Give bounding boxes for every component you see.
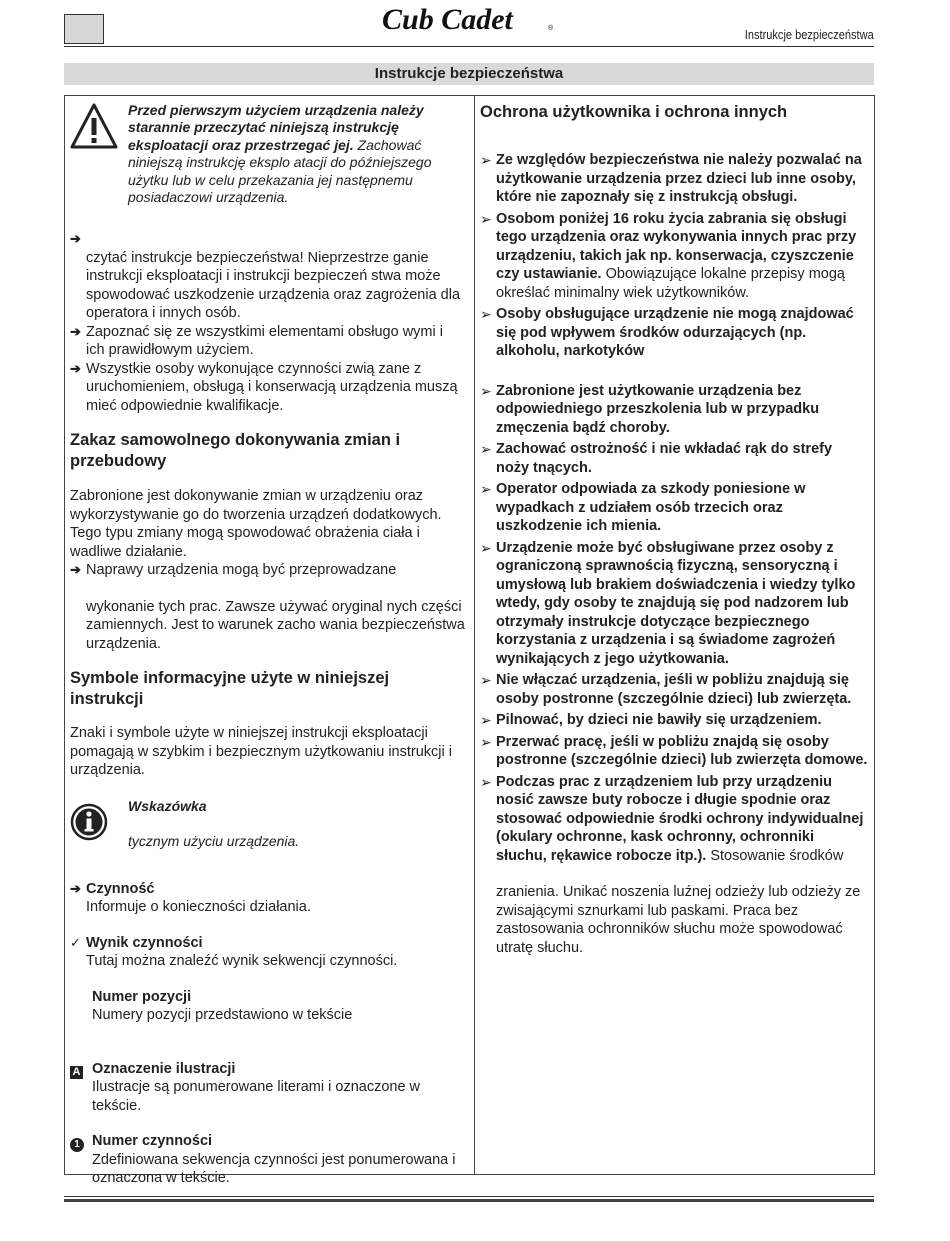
bullet-chevron-icon: ➢	[480, 210, 492, 227]
step-number-badge: 1	[70, 1138, 84, 1152]
protection-list-item: ➢ Osoby obsługujące urządzenie nie mogą znajdować się pod wpływem środków odurzających (np. alkoholu, narkotyków	[480, 306, 854, 359]
right-column	[480, 102, 868, 957]
protection-list-item: ➢ Zabronione jest użytkowanie urządzenia bez odpowiedniego przeszkolenia lub w przypadku zmęczenia bądź choroby.	[480, 382, 820, 436]
legend-step: 1 Numer czynności Zdefiniowana sekwencja czynności jest ponumerowana i oznaczona w tekście.	[70, 1132, 465, 1188]
legend-position: Numer pozycji Numery pozycji przedstawiono w tekście	[92, 988, 353, 1023]
protection-list-tail: zranienia. Unikać noszenia luźnej odzieży lub odzieży ze zwisającymi sznurkami lub paskami. Praca bez zastosowania ochronników słuchu może spowodować utratę słuchu.	[496, 884, 861, 956]
header-rule	[64, 46, 874, 47]
list-item: ➔ Naprawy urządzenia mogą być przeprowadzane	[70, 562, 397, 578]
info-icon	[70, 803, 108, 841]
tip-block	[70, 797, 465, 867]
protection-list-item: ➢ Osobom poniżej 16 roku życia zabrania się obsługi tego urządzenia oraz wykonywania innych prac przy urządzeniu, takich jak np. konserwacja, czyszczenie czy ustawianie. Obowiązujące lokalne przepisy mogą określać minimalny wiek użytkowników.	[480, 210, 857, 301]
arrow-icon: ➔	[70, 562, 81, 577]
protection-list-item: ➢ Nie włączać urządzenia, jeśli w pobliżu znajdują się osoby postronne (szczególnie dzieci) lub zwierzęta.	[480, 672, 852, 707]
legend-illustration: A Oznaczenie ilustracji Ilustracje są ponumerowane literami i oznaczone w tekście.	[70, 1060, 465, 1116]
arrow-icon: ➔	[70, 323, 81, 339]
warning-text: Przed pierwszym użyciem urządzenia należy starannie przeczytać niniejszą instrukcję eksploatacji oraz przestrzegać jej. Zachować niniejszą instrukcję eksplo atacji do późniejszego użytku lub w celu przekazania jej następnemu posiadaczowi urządzenia.	[128, 102, 432, 206]
warning-triangle-icon	[70, 102, 118, 150]
legend-result: ✓ Wynik czynności	[70, 934, 203, 951]
svg-text:®: ®	[548, 25, 554, 32]
bullet-chevron-icon: ➢	[480, 441, 492, 457]
heading-symbols: Symbole informacyjne użyte w niniejszej instrukcji	[70, 669, 390, 708]
modifications-text: Zabronione jest dokonywanie zmian w urządzeniu oraz wykorzystywanie go do tworzenia urządzeń dodatkowych. Tego typu zmiany mogą spowodować obrażenia ciała i wadliwe działanie.	[70, 488, 442, 560]
bullet-chevron-icon: ➢	[480, 481, 492, 497]
protection-list	[480, 151, 868, 865]
footer-rule-thick	[64, 1199, 874, 1202]
checkmark-icon: ✓	[70, 934, 81, 950]
list-item: ➔ Zapoznać się ze wszystkimi elementami obsługo wymi i ich prawidłowym użyciem.	[70, 323, 443, 358]
left-column	[70, 102, 465, 1188]
bullet-chevron-icon: ➢	[480, 773, 492, 790]
bullet-chevron-icon: ➢	[480, 712, 492, 728]
page-title: Instrukcje bezpieczeństwa	[64, 63, 874, 85]
protection-list-item: ➢ Podczas prac z urządzeniem lub przy urządzeniu nosić zawsze buty robocze i długie spodnie oraz stosować odpowiednie środki ochrony indywidualnej (okulary ochronne, kask ochronny, ochronniki słuchu, rękawice robocze itp.). Stosowanie środków	[480, 773, 864, 864]
footer-rule	[64, 1196, 874, 1197]
heading-protection: Ochrona użytkownika i ochrona innych	[480, 103, 788, 121]
protection-list-item: ➢ Ze względów bezpieczeństwa nie należy pozwalać na użytkowanie urządzenia przez dzieci lub inne osoby, które nie zapoznały się z instrukcją obsługi.	[480, 152, 862, 205]
bullet-chevron-icon: ➢	[480, 733, 492, 750]
tip-text: tycznym użyciu urządzenia.	[128, 833, 300, 849]
list-item-continuation: wykonanie tych prac. Zawsze używać oryginal nych części zamiennych. Jest to warunek zacho wania bezpieczeństwa urządzenia.	[86, 598, 465, 652]
symbols-text: Znaki i symbole użyte w niniejszej instrukcji eksploatacji pomagają w szybkim i bezpiecznym użytkowaniu instrukcji i urządzenia.	[70, 725, 452, 778]
arrow-icon: ➔	[70, 360, 81, 376]
heading-modifications: Zakaz samowolnego dokonywania zmian i przebudowy	[70, 431, 401, 470]
legend-result-text: Tutaj można znaleźć wynik sekwencji czynności.	[86, 953, 398, 969]
tip-title: Wskazówka	[128, 797, 207, 814]
legend-action: ➔ Czynność	[70, 880, 155, 897]
arrow-icon: ➔	[70, 880, 81, 896]
list-item-continuation: czytać instrukcje bezpieczeństwa! Nieprzestrze ganie instrukcji eksploatacji i instrukcji bezpieczeń stwa może spowodować uszkodzenie urządzenia oraz zagrożenia dla operatora i innych osób.	[86, 249, 461, 321]
bullet-chevron-icon: ➢	[480, 306, 492, 322]
protection-list-item: ➢ Operator odpowiada za szkody poniesione w wypadkach z udziałem osób trzecich oraz uszkodzenie ich mienia.	[480, 481, 806, 534]
bullet-chevron-icon: ➢	[480, 539, 492, 556]
brand-logo-text: Cub Cadet	[382, 3, 513, 36]
legend-action-text: Informuje o konieczności działania.	[86, 899, 311, 915]
warning-block	[70, 102, 465, 228]
arrow-icon: ➔	[70, 231, 81, 246]
brand-logo	[380, 2, 560, 36]
protection-list-item: ➢ Pilnować, by dzieci nie bawiły się urządzeniem.	[480, 712, 822, 728]
protection-list-item: ➢ Urządzenie może być obsługiwane przez osoby z ograniczoną sprawnością fizyczną, sensoryczną i umysłową lub brakiem doświadczenia i wiedzy tylko wtedy, gdy osoby te znajdują się pod nadzorem lub otrzymały instrukcje dotyczące bezpiecznego korzystania z urządzenia i są świadome zagrożeń wynikających z jego użytkowania.	[480, 539, 856, 667]
column-divider	[474, 95, 475, 1175]
bullet-chevron-icon: ➢	[480, 672, 492, 688]
protection-list-item: ➢ Przerwać pracę, jeśli w pobliżu znajdą się osoby postronne (szczególnie dzieci) lub zwierzęta domowe.	[480, 733, 868, 768]
illustration-letter-badge: A	[70, 1066, 83, 1079]
bullet-chevron-icon: ➢	[480, 152, 492, 168]
list-item	[70, 230, 465, 249]
list-item: ➔ Wszystkie osoby wykonujące czynności zwią zane z uruchomieniem, obsługą i konserwacją urządzenia muszą mieć odpowiednie kwalifikacje.	[70, 360, 458, 414]
bullet-chevron-icon: ➢	[480, 382, 492, 399]
protection-list-item: ➢ Zachować ostrożność i nie wkładać rąk do strefy noży tnących.	[480, 441, 833, 476]
page-corner-tab	[64, 14, 104, 44]
header-section-title: Instrukcje bezpieczeństwa	[745, 27, 874, 42]
